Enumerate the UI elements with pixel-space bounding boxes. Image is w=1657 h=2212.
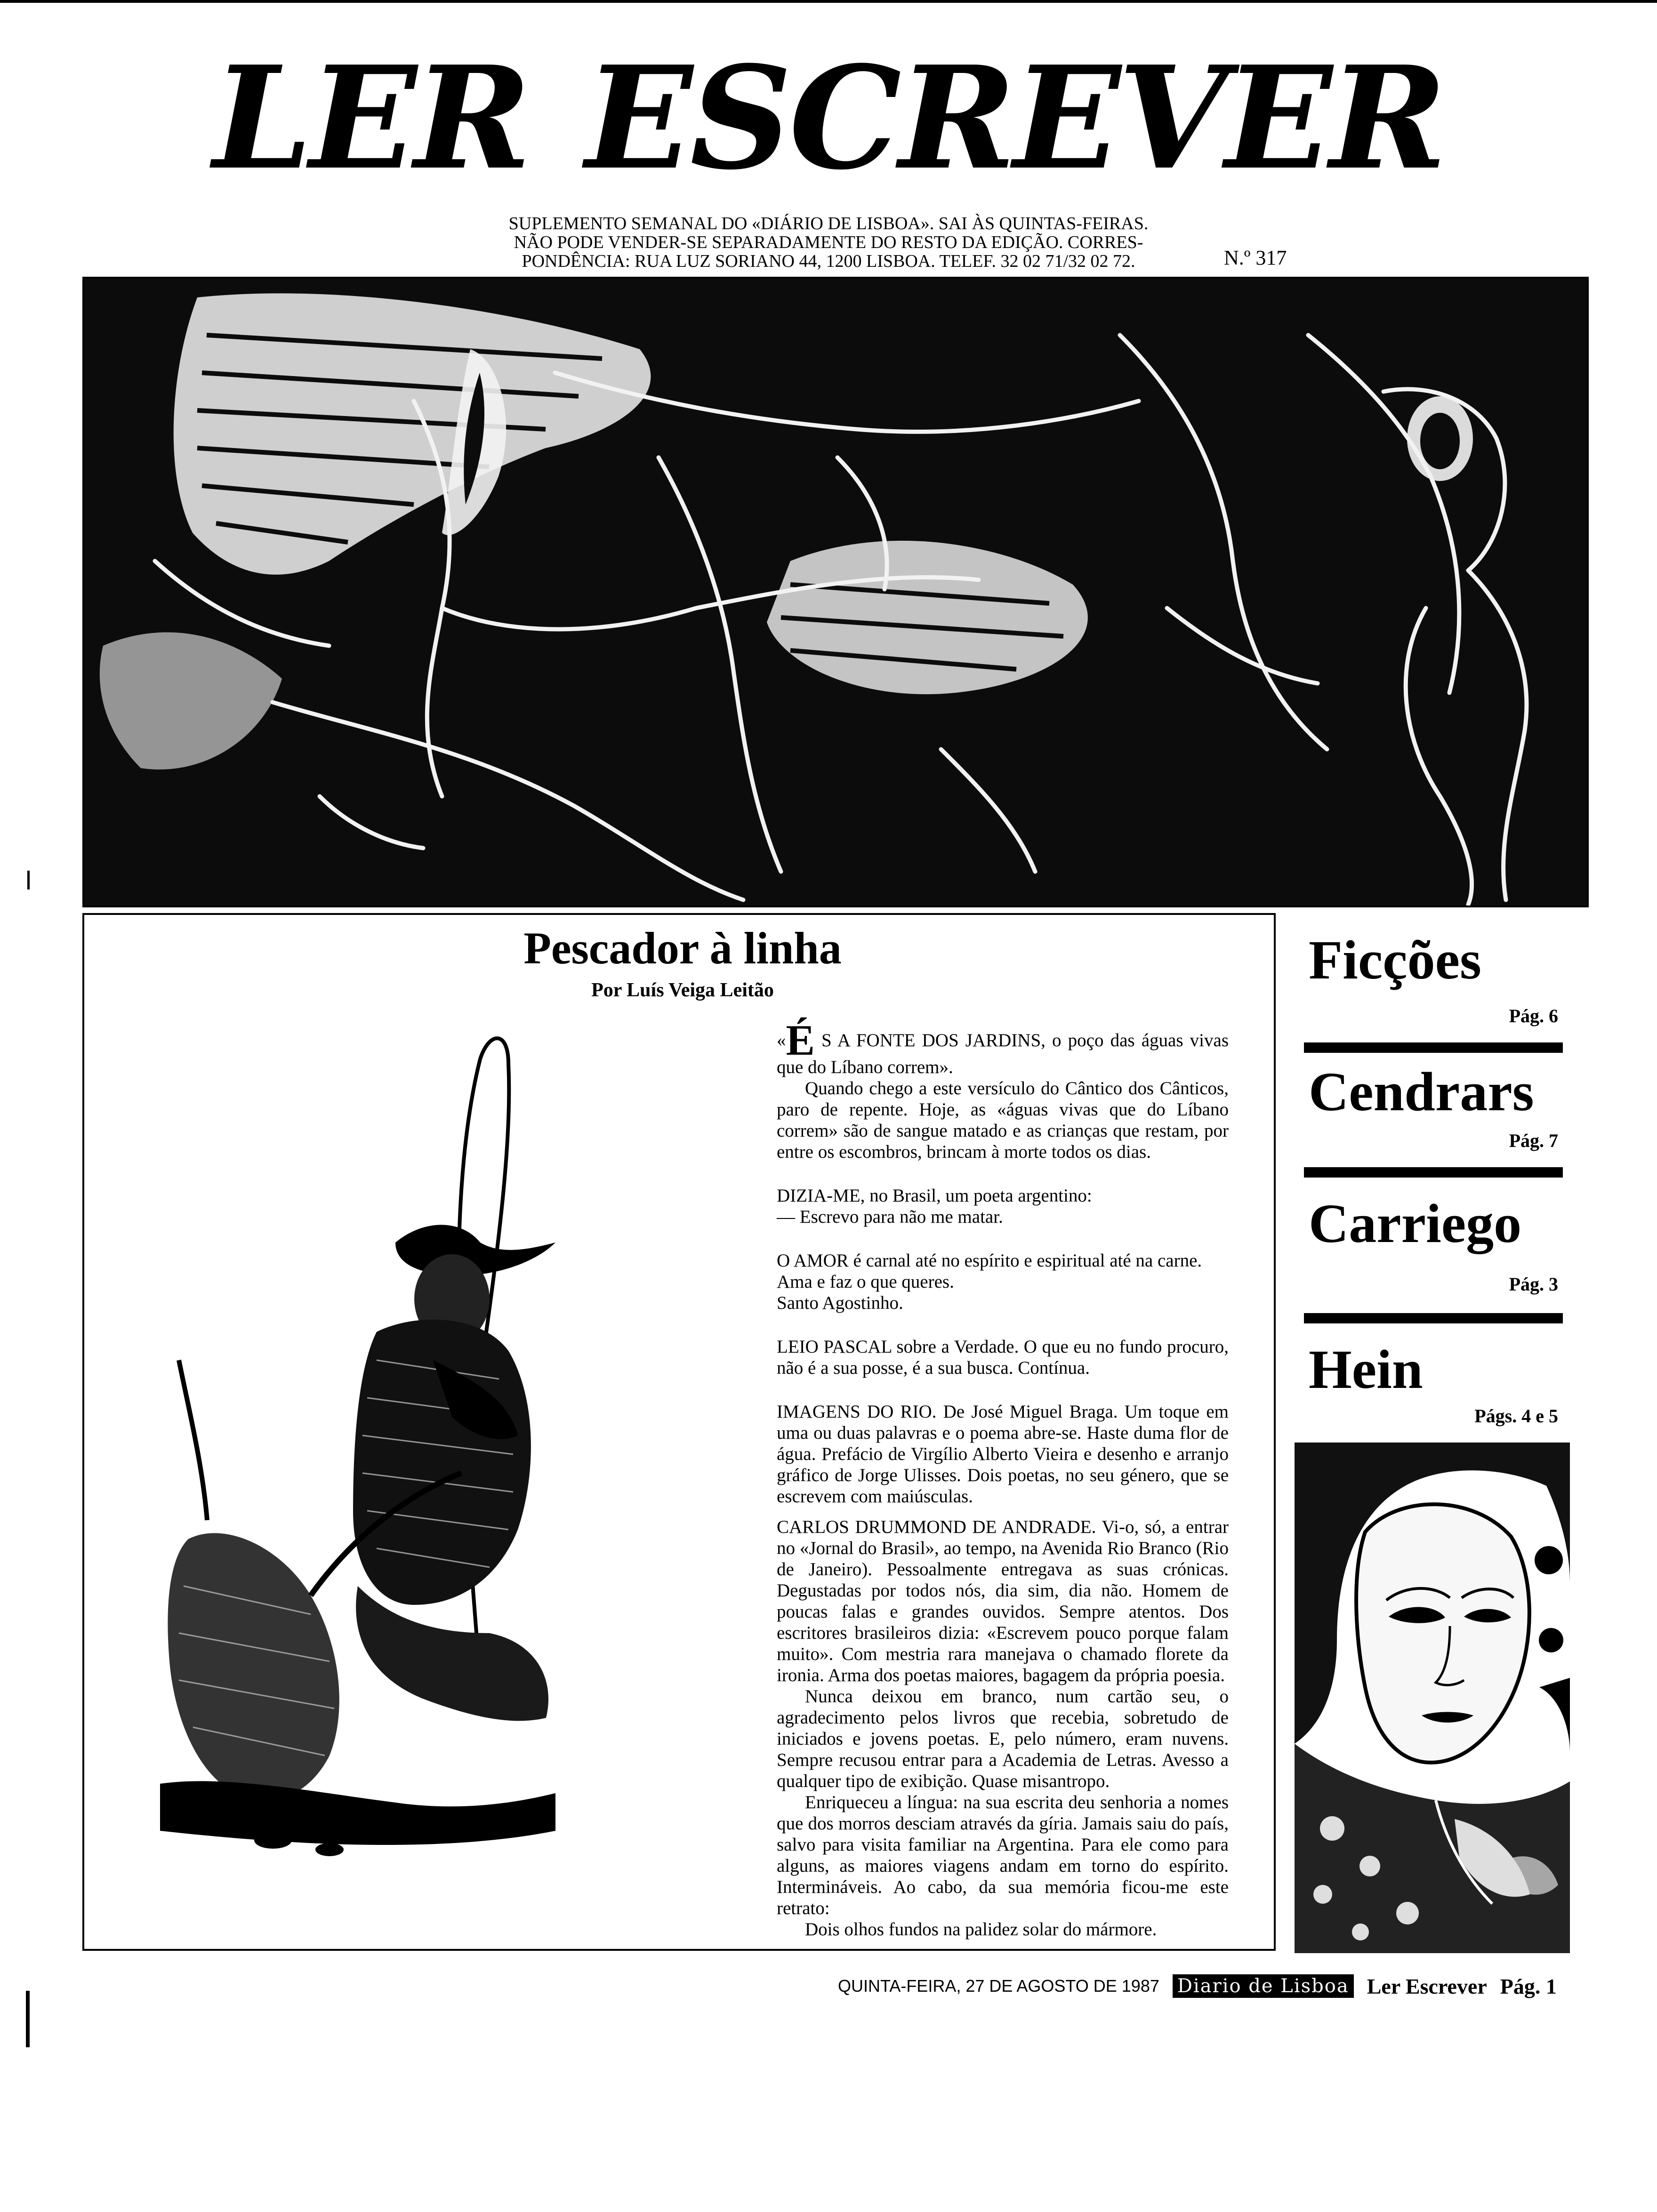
teaser-page-hein: Págs. 4 e 5: [1474, 1405, 1558, 1427]
masthead-word-ler: LER: [213, 34, 529, 201]
article-dropcap: É: [786, 1016, 815, 1064]
article-paragraph: CARLOS DRUMMOND DE ANDRADE. Vi-o, só, a entrar no «Jornal do Brasil», ao tempo, na Avenida Rio Branco (Rio de Janeiro). Pessoalmente entregava as suas crónicas. Degustadas por todos nós, dia sim, dia não. Homem de poucas falas e grandes ouvidos. Sempre atentos. Dos escritores brasileiros dizia: «Escrevem pouco porque falam muito». Com mestria rara manejava o chamado florete da ironia. Arma dos poetas maiores, bagagem da própria poesia.: [777, 1517, 1229, 1685]
fisherman-engraving: [132, 1021, 612, 1868]
teaser-title-hein[interactable]: Hein: [1309, 1338, 1423, 1400]
article-paragraph: Quando chego a este versículo do Cântico dos Cânticos, paro de repente. Hoje, as «águas vivas que do Líbano correm» são de sangue matado e as crianças que restam, por entre os escombros, brincam à morte todos os dias.: [777, 1078, 1229, 1162]
cover-artwork-image: [84, 279, 1587, 906]
section-divider: [1304, 1167, 1563, 1178]
footer-section-name: Ler Escrever: [1367, 1974, 1487, 1998]
teaser-page-ficcoes: Pág. 6: [1509, 1005, 1558, 1026]
issue-number: N.º 317: [1224, 246, 1287, 269]
scan-mark: [26, 1991, 30, 2047]
article-title: Pescador à linha: [523, 923, 842, 973]
article-paragraph: Santo Agostinho.: [777, 1293, 903, 1313]
article-paragraph: Nunca deixou em branco, num cartão seu, o agradecimento pelos livros que recebia, sobretudo de iniciados e jovens poetas. E, pelo número, eram nuvens. Sempre recusou entrar para a Academia de Letras. Avesso a qualquer tipo de exibição. Quase misantropo.: [777, 1686, 1229, 1791]
article-paragraph: IMAGENS DO RIO. De José Miguel Braga. Um toque em uma ou duas palavras e o poema abre-se. Haste duma flor de água. Prefácio de Virgílio Alberto Vieira e desenho e arranjo gráfico de Jorge Ulisses. Dois poetas, no seu género, que se escrevem com maiúsculas.: [777, 1402, 1229, 1507]
fisherman-illustration: [132, 1021, 612, 1868]
footer-date: QUINTA-FEIRA, 27 DE AGOSTO DE 1987: [838, 1976, 1159, 1996]
teaser-title-ficcoes[interactable]: Ficções: [1309, 929, 1481, 991]
section-divider: [1304, 1042, 1563, 1053]
masthead-title: [198, 28, 1459, 207]
article-paragraph: [777, 1016, 1229, 1078]
publication-info-line: SUPLEMENTO SEMANAL DO «DIÁRIO DE LISBOA». SAI ÀS QUINTAS-FEIRAS.: [508, 214, 1149, 233]
article-body: [777, 1016, 1229, 1940]
publication-info-line: NÃO PODE VENDER-SE SEPARADAMENTE DO RESTO DA EDIÇÃO. CORRES-: [514, 232, 1143, 252]
newspaper-logo: Diario de Lisboa: [1173, 1974, 1354, 1998]
article-byline: Por Luís Veiga Leitão: [591, 979, 774, 1001]
scan-mark: [27, 871, 30, 890]
publication-info: [508, 214, 1149, 271]
article-paragraph: — Escrevo para não me matar.: [777, 1207, 1003, 1227]
section-divider: [1304, 1313, 1563, 1323]
article-paragraph: O AMOR é carnal até no espírito e espiritual até na carne.: [777, 1250, 1202, 1271]
article-open-quote: «: [777, 1030, 786, 1050]
article-paragraph: Ama e faz o que queres.: [777, 1272, 954, 1292]
footer-page-number: Pág. 1: [1500, 1974, 1557, 1998]
article-paragraph: Dois olhos fundos na palidez solar do mármore.: [805, 1919, 1157, 1940]
article-paragraph-text: S A FONTE DOS JARDINS, o poço das águas vivas que do Líbano correm».: [777, 1030, 1229, 1077]
scan-edge: [0, 0, 1657, 3]
teaser-page-carriego: Pág. 3: [1509, 1274, 1558, 1295]
article-paragraph: LEIO PASCAL sobre a Verdade. O que eu no fundo procuro, não é a sua posse, é a sua busca. Contínua.: [777, 1337, 1229, 1378]
masthead: [198, 28, 1459, 207]
publication-info-line: PONDÊNCIA: RUA LUZ SORIANO 44, 1200 LISBOA. TELEF. 32 02 71/32 02 72.: [522, 251, 1135, 271]
page-footer: [838, 1972, 1591, 2000]
teaser-title-carriego[interactable]: Carriego: [1309, 1193, 1522, 1254]
masthead-word-escrever: ESCREVER: [585, 34, 1444, 201]
woman-portrait-image: [1295, 1443, 1570, 1953]
cover-artwork: [82, 277, 1589, 907]
article-paragraph: Enriqueceu a língua: na sua escrita deu senhoria a nomes que dos morros desciam através da gíria. Jamais saiu do país, salvo para visita familiar na Argentina. Para ele como para alguns, as maiores viagens andam em torno do espírito. Intermináveis. Ao cabo, da sua memória ficou-me este retrato:: [777, 1792, 1229, 1918]
teaser-title-cendrars[interactable]: Cendrars: [1309, 1061, 1534, 1122]
hein-portrait-artwork: [1295, 1443, 1570, 1953]
article-paragraph: DIZIA-ME, no Brasil, um poeta argentino:: [777, 1186, 1092, 1206]
teaser-page-cendrars: Pág. 7: [1509, 1130, 1558, 1151]
